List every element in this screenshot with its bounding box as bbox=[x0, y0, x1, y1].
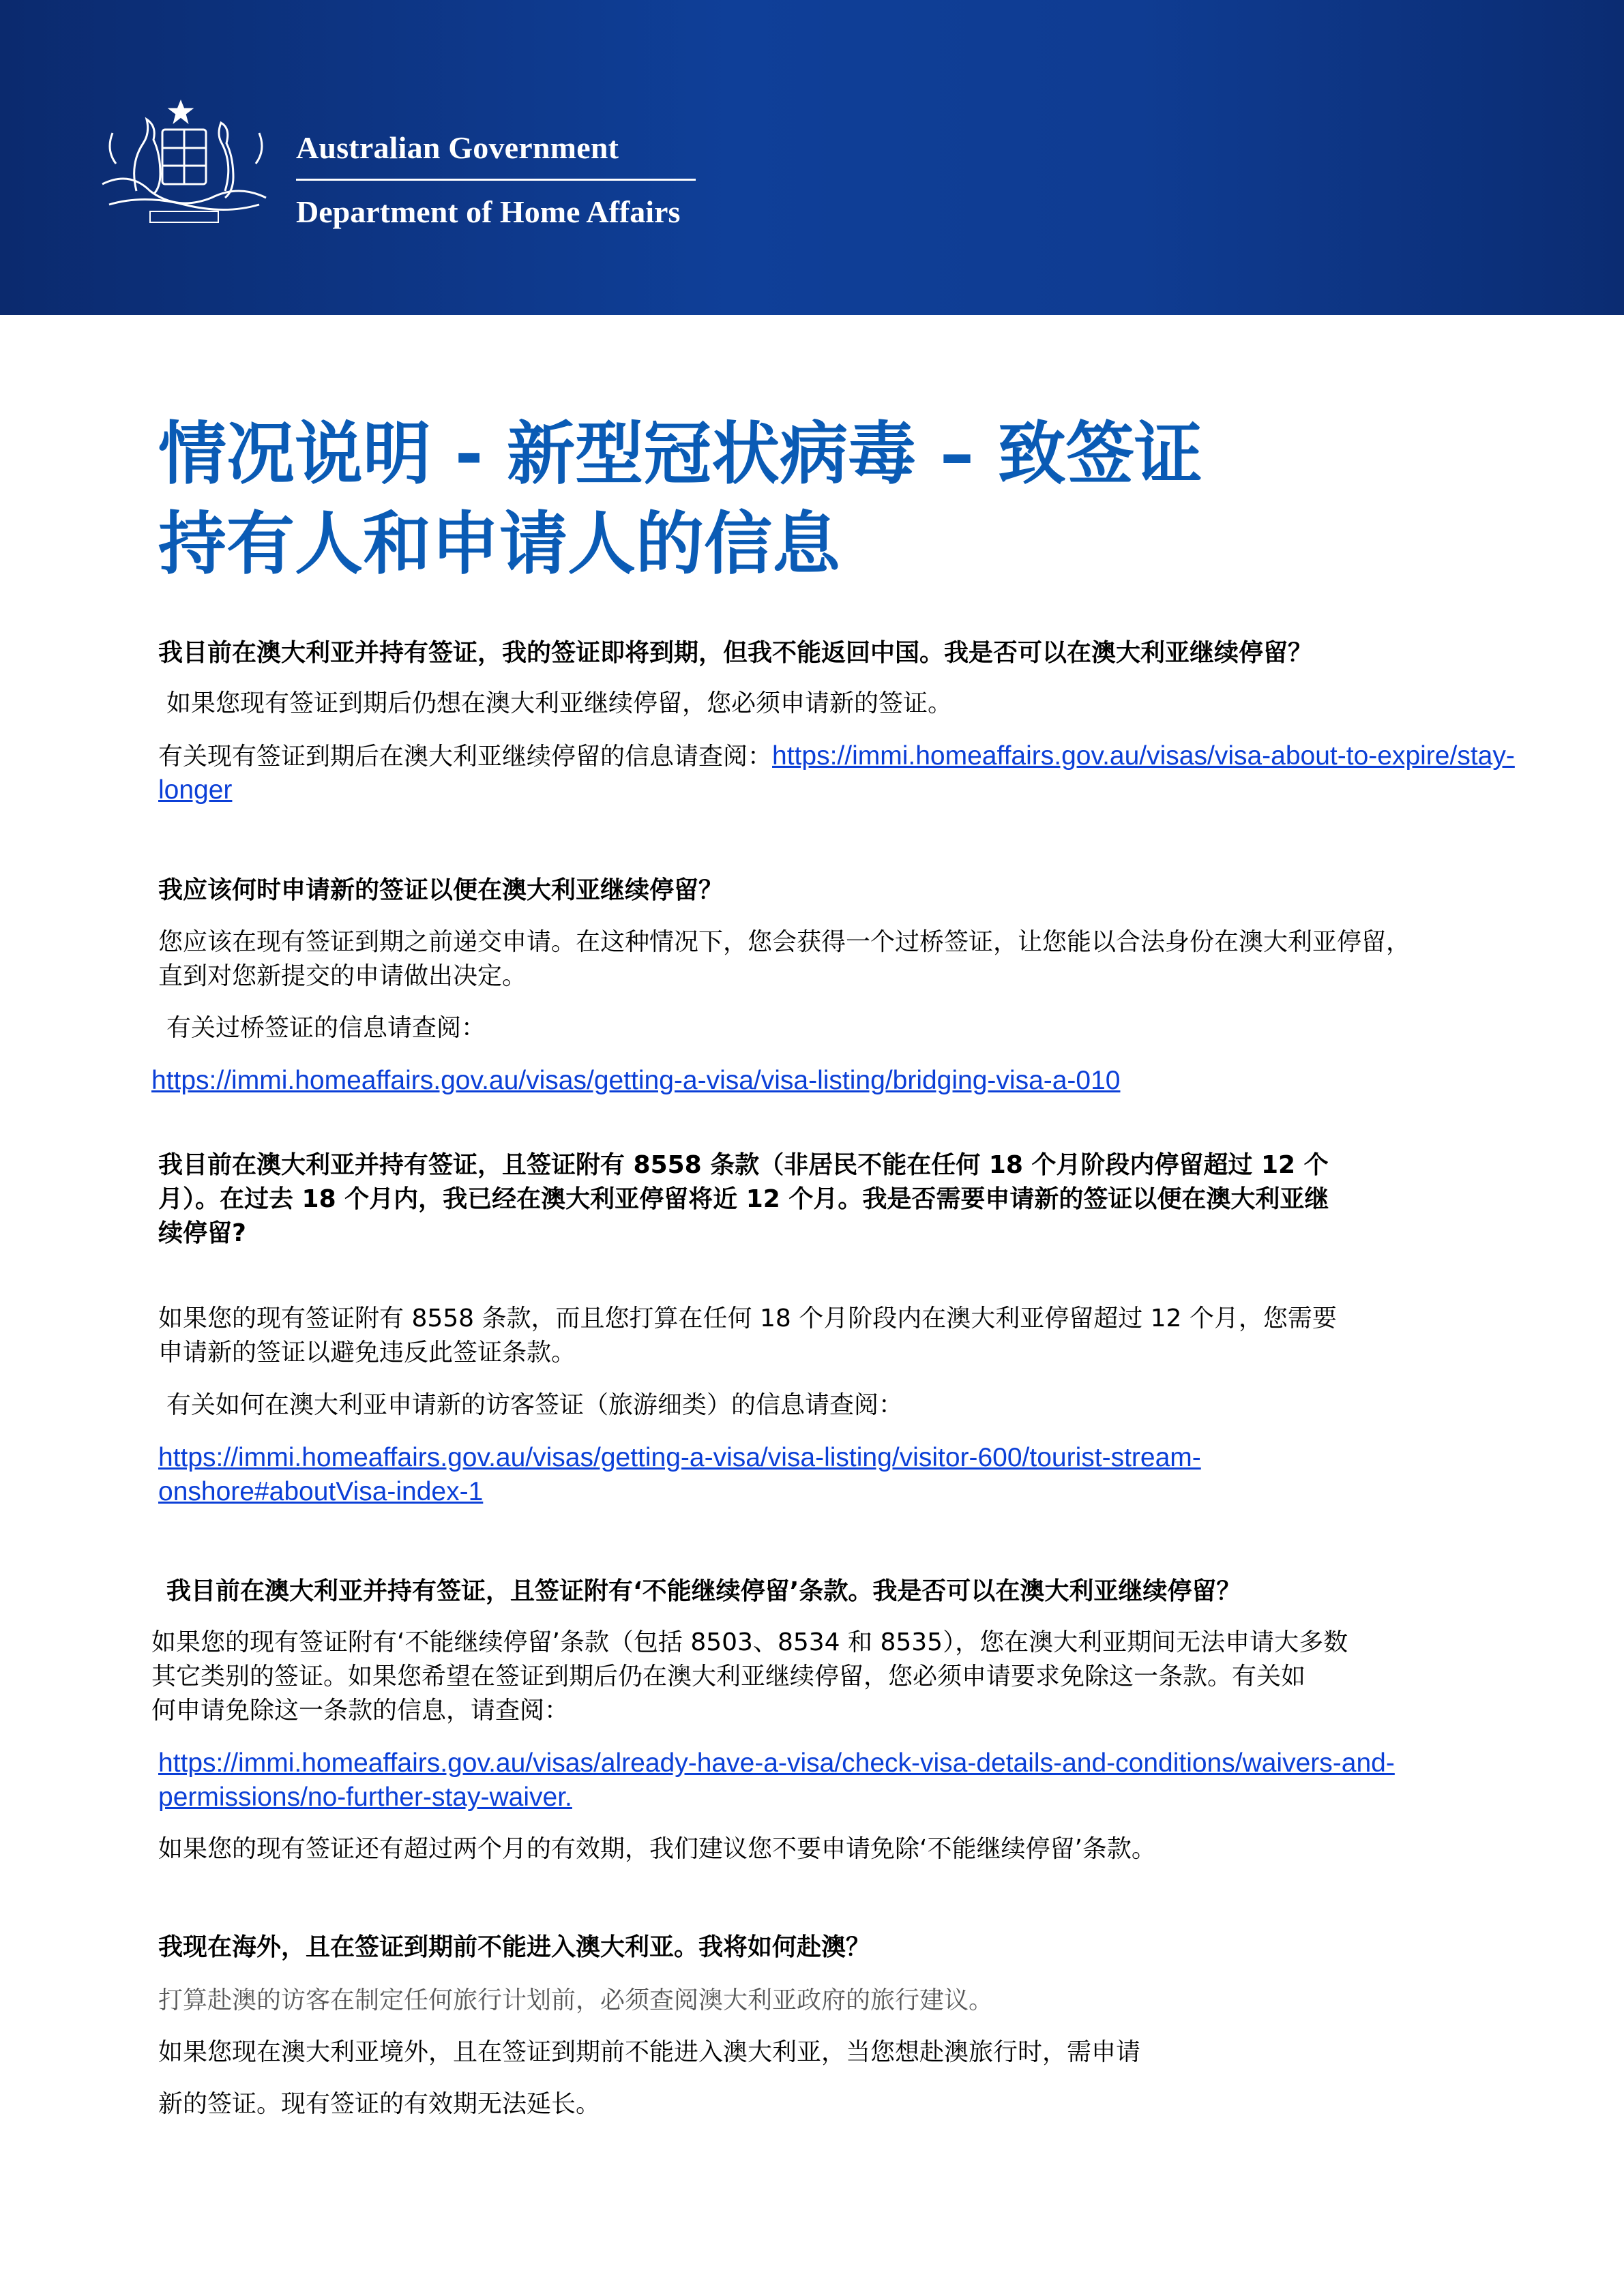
section-5-paragraph2-line1: 如果您现在澳大利亚境外，且在签证到期前不能进入澳大利亚，当您想赴澳旅行时，需申请 bbox=[158, 2038, 1141, 2066]
section-4-paragraph-line3: 何申请免除这一条款的信息，请查阅： bbox=[151, 1697, 570, 1725]
section-4-link[interactable]: https://immi.homeaffairs.gov.au/visas/already-have-a-visa/check-visa-details-and-conditions/waivers-and- bbox=[158, 1748, 1395, 1778]
header-banner bbox=[0, 0, 1624, 315]
section-3-paragraph-line1: 如果您的现有签证附有 8558 条款，而且您打算在任何 18 个月阶段内在澳大利亚停留超过 12 个月，您需要 bbox=[158, 1304, 1337, 1332]
section-3-question-line2: 月）。在过去 18 个月内，我已经在澳大利亚停留将近 12 个月。我是否需要申请新的签证以便在澳大利亚继 bbox=[158, 1185, 1329, 1213]
section-2-link-row bbox=[151, 1063, 1121, 1099]
section-1-link-continued[interactable]: longer bbox=[158, 775, 233, 805]
section-4-link-row bbox=[158, 1746, 1395, 1782]
section-2-link-intro: 有关过桥签证的信息请查阅： bbox=[166, 1014, 486, 1042]
page-title-line2: 持有人和申请人的信息 bbox=[158, 504, 840, 584]
section-3-link[interactable]: https://immi.homeaffairs.gov.au/visas/getting-a-visa/visa-listing/visitor-600/tourist-stream- bbox=[158, 1443, 1201, 1472]
section-1-link-cont bbox=[158, 773, 232, 809]
section-3-question-line1: 我目前在澳大利亚并持有签证，且签证附有 8558 条款（非居民不能在任何 18 个月阶段内停留超过 12 个 bbox=[158, 1151, 1329, 1179]
section-4-question: 我目前在澳大利亚并持有签证，且签证附有‘不能继续停留’条款。我是否可以在澳大利亚继续停留？ bbox=[166, 1577, 1241, 1605]
section-5-paragraph2-line2: 新的签证。现有签证的有效期无法延长。 bbox=[158, 2090, 601, 2118]
section-4-note: 如果您的现有签证还有超过两个月的有效期，我们建议您不要申请免除‘不能继续停留’条款。 bbox=[158, 1835, 1156, 1863]
section-2-question: 我应该何时申请新的签证以便在澳大利亚继续停留？ bbox=[158, 876, 724, 904]
section-5-paragraph: 打算赴澳的访客在制定任何旅行计划前，必须查阅澳大利亚政府的旅行建议。 bbox=[158, 1986, 994, 2014]
org-name-line2: Department of Home Affairs bbox=[296, 194, 681, 229]
section-3-question-line3: 续停留? bbox=[158, 1219, 246, 1247]
header-divider bbox=[296, 179, 696, 181]
section-4-link-continued[interactable]: permissions/no-further-stay-waiver. bbox=[158, 1783, 572, 1812]
section-3-link-intro: 有关如何在澳大利亚申请新的访客签证（旅游细类）的信息请查阅： bbox=[166, 1391, 904, 1419]
section-1-link[interactable]: https://immi.homeaffairs.gov.au/visas/visa-about-to-expire/stay- bbox=[772, 741, 1515, 771]
page-title bbox=[158, 409, 1202, 589]
section-4-link-row-2 bbox=[158, 1780, 572, 1816]
page-title-line1: 情况说明 - 新型冠状病毒 – 致签证 bbox=[158, 414, 1202, 494]
section-2-paragraph-line1: 您应该在现有签证到期之前递交申请。在这种情况下，您会获得一个过桥签证，让您能以合法身份在澳大利亚停留， bbox=[158, 928, 1411, 956]
section-4-paragraph-line2: 其它类别的签证。如果您希望在签证到期后仍在澳大利亚继续停留，您必须申请要求免除这一条款。有关如 bbox=[151, 1663, 1306, 1690]
section-3-link-row bbox=[158, 1440, 1201, 1476]
section-1-paragraph: 如果您现有签证到期后仍想在澳大利亚继续停留，您必须申请新的签证。 bbox=[166, 689, 953, 717]
section-4-paragraph-line1: 如果您的现有签证附有‘不能继续停留’条款（包括 8503、8534 和 8535），您在澳大利亚期间无法申请大多数 bbox=[151, 1628, 1348, 1656]
coat-of-arms-icon bbox=[89, 89, 280, 239]
org-name-line1: Australian Government bbox=[296, 130, 619, 165]
section-2-paragraph-line2: 直到对您新提交的申请做出决定。 bbox=[158, 962, 527, 990]
section-3-link-continued[interactable]: onshore#aboutVisa-index-1 bbox=[158, 1477, 484, 1506]
section-5-question: 我现在海外，且在签证到期前不能进入澳大利亚。我将如何赴澳？ bbox=[158, 1933, 871, 1961]
section-2-link[interactable]: https://immi.homeaffairs.gov.au/visas/getting-a-visa/visa-listing/bridging-visa-a-010 bbox=[151, 1066, 1121, 1095]
section-1-link-intro: 有关现有签证到期后在澳大利亚继续停留的信息请查阅： bbox=[158, 743, 773, 771]
section-1-question: 我目前在澳大利亚并持有签证，我的签证即将到期，但我不能返回中国。我是否可以在澳大利亚继续停留？ bbox=[158, 639, 1313, 667]
section-3-link-row-2 bbox=[158, 1474, 483, 1510]
section-1-link-paragraph bbox=[158, 739, 1515, 775]
section-3-paragraph-line2: 申请新的签证以避免违反此签证条款。 bbox=[158, 1339, 576, 1367]
